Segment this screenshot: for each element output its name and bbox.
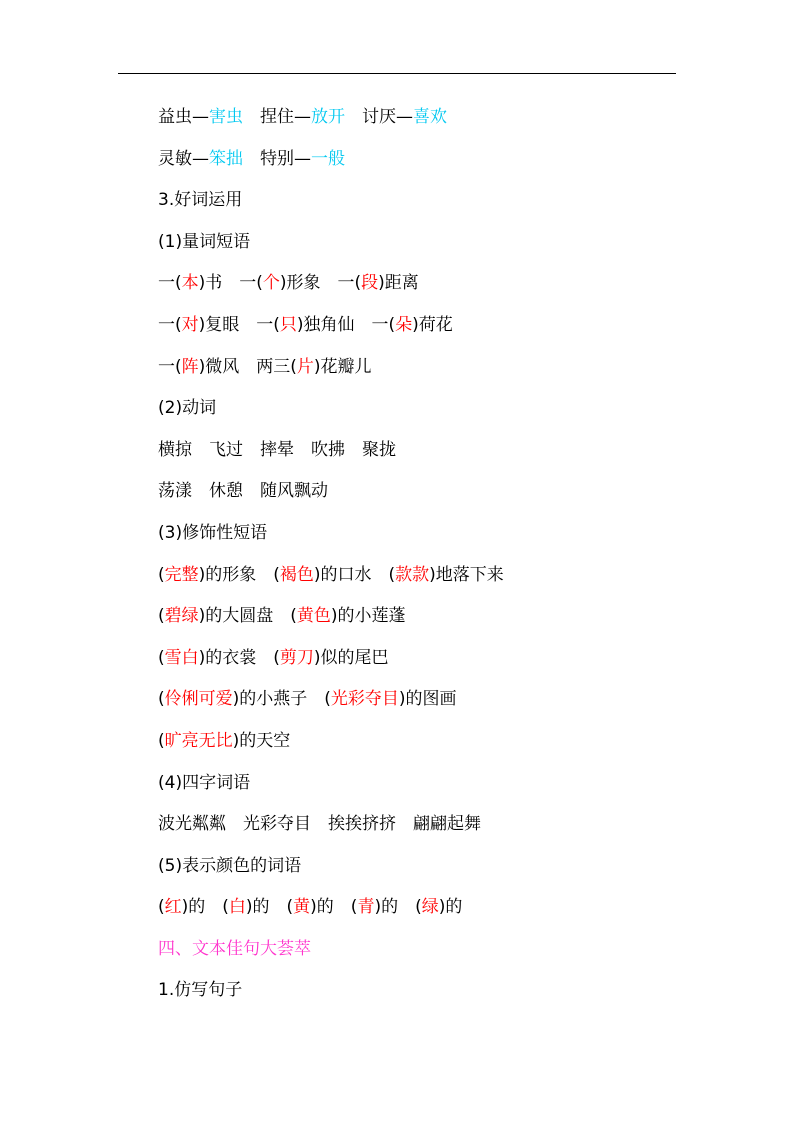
modifier-row-5 (158, 726, 678, 768)
text-segment: )书 一( (198, 273, 263, 294)
verbs-row-2 (158, 476, 678, 518)
subheading-measure-words (158, 227, 678, 269)
text-segment: ( (158, 897, 165, 918)
highlighted-text-segment: 绿 (421, 897, 439, 918)
text-segment: 荡漾 休憩 随风飘动 (158, 481, 328, 502)
text-segment: 3.好词运用 (158, 190, 243, 211)
text-segment: 1.仿写句子 (158, 980, 243, 1001)
text-segment: )似的尾巴 (313, 647, 389, 668)
text-segment: )的 ( (374, 897, 422, 918)
text-segment: )的图画 (398, 689, 457, 710)
highlighted-text-segment: 阵 (181, 356, 199, 377)
subheading-modifier-phrases (158, 518, 678, 560)
text-segment: (4)四字词语 (158, 772, 251, 793)
antonyms-row-1 (158, 102, 678, 144)
four-char-words-row (158, 809, 678, 851)
highlighted-text-segment: 黄色 (296, 606, 331, 627)
highlighted-text-segment: 本 (181, 273, 199, 294)
text-segment: )的小燕子 ( (232, 689, 331, 710)
text-segment: (3)修饰性短语 (158, 522, 268, 543)
text-segment: )的 ( (181, 897, 229, 918)
highlighted-text-segment: 光彩夺目 (330, 689, 399, 710)
text-segment: 讨厌— (345, 107, 413, 127)
text-segment: )的衣裳 ( (198, 647, 280, 668)
text-segment: )荷花 (412, 314, 453, 335)
text-segment: 捏住— (243, 107, 311, 127)
section-heading-good-words (158, 185, 678, 227)
text-segment: 特别— (243, 148, 311, 169)
highlighted-text-segment: 放开 (311, 107, 345, 127)
highlighted-text-segment: 害虫 (209, 107, 243, 127)
text-segment: 一( (158, 273, 182, 294)
text-segment: )微风 两三( (198, 356, 297, 377)
subheading-four-char-words (158, 768, 678, 810)
text-segment: )独角仙 一( (296, 314, 396, 335)
highlighted-text-segment: 款款 (395, 564, 430, 585)
highlighted-text-segment: 只 (279, 314, 297, 335)
text-segment: 一( (158, 356, 182, 377)
text-segment: ( (158, 730, 165, 751)
section-heading-fine-sentences (158, 934, 678, 976)
text-segment: )地落下来 (429, 564, 504, 585)
highlighted-text-segment: 红 (164, 897, 182, 918)
text-segment: )复眼 一( (198, 314, 280, 335)
subheading-imitate-sentences (158, 975, 678, 1017)
text-segment: )的小莲蓬 (330, 606, 406, 627)
highlighted-text-segment: 个 (262, 273, 280, 294)
highlighted-text-segment: 喜欢 (413, 107, 447, 127)
highlighted-text-segment: 完整 (164, 564, 199, 585)
document-body (158, 102, 678, 1017)
modifier-row-1 (158, 560, 678, 602)
text-segment: )的大圆盘 ( (198, 606, 297, 627)
text-segment: )的形象 ( (198, 564, 280, 585)
text-segment: 灵敏— (158, 148, 209, 169)
text-segment: 波光粼粼 光彩夺目 挨挨挤挤 翩翩起舞 (158, 814, 481, 835)
highlighted-text-segment: 一般 (311, 148, 345, 169)
highlighted-text-segment: 青 (357, 897, 375, 918)
text-segment: ( (158, 564, 165, 585)
modifier-row-2 (158, 601, 678, 643)
modifier-row-4 (158, 684, 678, 726)
highlighted-text-segment: 伶俐可爱 (164, 689, 233, 710)
highlighted-text-segment: 雪白 (164, 647, 199, 668)
text-segment: )的口水 ( (313, 564, 396, 585)
highlighted-text-segment: 朵 (395, 314, 413, 335)
text-segment: 横掠 飞过 摔晕 吹拂 聚拢 (158, 439, 396, 460)
highlighted-text-segment: 片 (296, 356, 314, 377)
modifier-row-3 (158, 643, 678, 685)
highlighted-text-segment: 黄 (293, 897, 311, 918)
text-segment: ( (158, 606, 165, 627)
text-segment: )的 ( (310, 897, 358, 918)
text-segment: )花瓣儿 (313, 356, 372, 377)
highlighted-text-segment: 白 (228, 897, 246, 918)
highlighted-text-segment: 段 (361, 273, 379, 294)
text-segment: )形象 一( (279, 273, 362, 294)
measure-words-row-2 (158, 310, 678, 352)
text-segment: )的 (438, 897, 463, 918)
text-segment: )的 ( (245, 897, 294, 918)
text-segment: ( (158, 647, 165, 668)
subheading-verbs (158, 393, 678, 435)
text-segment: (1)量词短语 (158, 231, 251, 252)
text-segment: (5)表示颜色的词语 (158, 855, 302, 876)
text-segment: 一( (158, 314, 182, 335)
text-segment: (2)动词 (158, 398, 217, 419)
text-segment: )的天空 (232, 730, 291, 751)
header-rule (118, 73, 676, 74)
measure-words-row-3 (158, 352, 678, 394)
highlighted-text-segment: 旷亮无比 (164, 730, 233, 751)
highlighted-text-segment: 四、文本佳句大荟萃 (158, 938, 311, 959)
highlighted-text-segment: 对 (181, 314, 199, 335)
highlighted-text-segment: 褐色 (279, 564, 314, 585)
text-segment: )距离 (378, 273, 419, 294)
verbs-row-1 (158, 435, 678, 477)
highlighted-text-segment: 笨拙 (209, 148, 243, 169)
antonyms-row-2 (158, 144, 678, 186)
subheading-color-words (158, 851, 678, 893)
text-segment: ( (158, 689, 165, 710)
measure-words-row-1 (158, 268, 678, 310)
color-words-row (158, 892, 678, 934)
text-segment: 益虫— (158, 107, 209, 127)
highlighted-text-segment: 剪刀 (279, 647, 314, 668)
highlighted-text-segment: 碧绿 (164, 606, 199, 627)
